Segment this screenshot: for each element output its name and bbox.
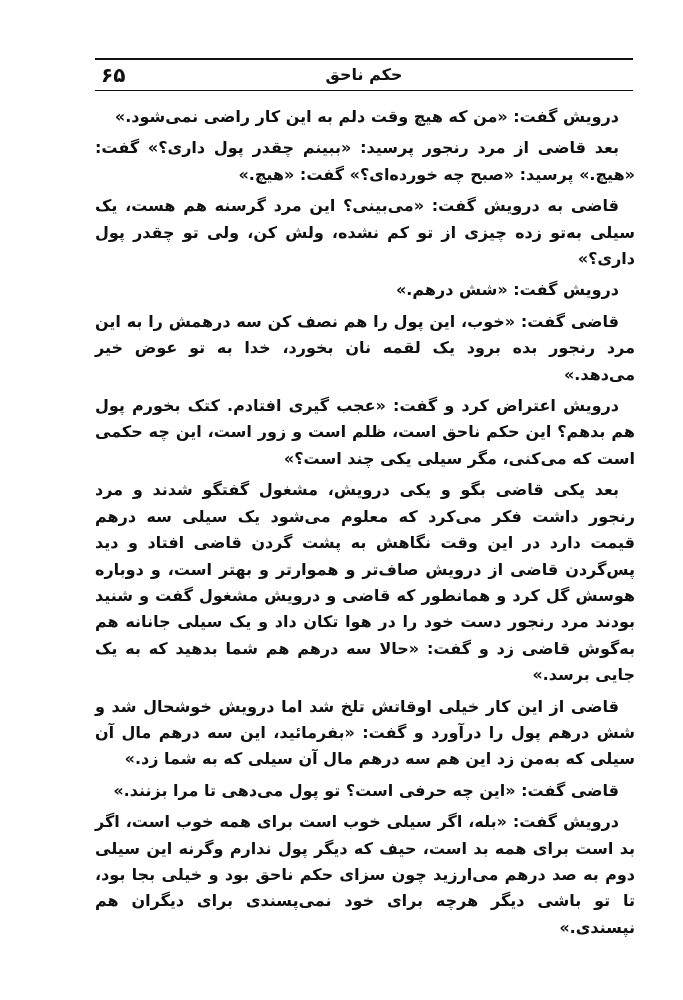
paragraph: قاضی گفت: «خوب، این پول را هم نصف کن سه درهمش را به این مرد رنجور بده برود یک لقمه نان بخورد، خدا به تو عوض خیر می‌دهد.» bbox=[95, 311, 635, 384]
page-number: ۶۵ bbox=[101, 63, 126, 87]
paragraph: درویش گفت: «بله، اگر سیلی خوب است برای همه خوب است، اگر بد است برای همه بد است، حیف که دیگر پول ندارم وگرنه این سیلی دوم به صد درهم می‌ارزید چون سزای حکم ناحق بود و خیلی بجا بود، تا تو باشی دیگر هرچه برای خود نمی‌پسندی برای دیگران هم نپسندی.» bbox=[95, 812, 635, 937]
paragraph: درویش اعتراض کرد و گفت: «عجب گیری افتادم. کتک بخورم پول هم بدهم؟ این حکم ناحق است، ظلم است و زور است، این چه حکمی است که می‌کنی، مگر سیلی یکی چند است؟» bbox=[95, 396, 635, 468]
header-bottom-rule bbox=[95, 90, 633, 91]
paragraph: بعد قاضی از مرد رنجور پرسید: «ببینم چقدر پول داری؟» گفت: «هیچ.» پرسید: «صبح چه خورده‌ای؟» گفت: «هیچ.» bbox=[95, 138, 635, 184]
running-title: حکم ناحق bbox=[325, 65, 403, 84]
paragraph: بعد یکی قاضی بگو و یکی درویش، مشغول گفتگو شدند و مرد رنجور داشت فکر می‌کرد که معلوم می‌شود یک سیلی سه درهم قیمت دارد در این وقت نگاهش به پشت گردن قاضی افتاد و دید پس‌گردن قاضی از درویش صاف‌تر و هموارتر و بهتر است، و دوباره هوسش گل کرد و همانطور که قاضی و درویش مشغول گفت و شنید بودند مرد رنجور دست خود را در هوا تکان داد و یک سیلی جانانه هم به‌گوش قاضی زد و گفت: «حالا سه درهم هم شما بدهید که به یک جایی برسد.» bbox=[95, 480, 635, 685]
header-top-rule bbox=[95, 58, 633, 60]
page-header bbox=[95, 58, 633, 92]
paragraph: درویش گفت: «من که هیچ وقت دلم به این کار راضی نمی‌شود.» bbox=[114, 107, 619, 126]
paragraph: قاضی به درویش گفت: «می‌بینی؟ این مرد گرسنه هم هست، یک سیلی به‌تو زده چیزی از تو کم نشده، ولش کن، ولی تو چقدر پول داری؟» bbox=[95, 196, 635, 269]
story-text bbox=[95, 104, 635, 946]
paragraph: درویش گفت: «شش درهم.» bbox=[395, 280, 619, 300]
paragraph: قاضی از این کار خیلی اوقاتش تلخ شد اما درویش خوشحال شد و شش درهم پول را درآورد و گفت: «بفرمائید، این سه درهم مال آن سیلی که به‌من زد این هم سه درهم مال آن سیلی که به شما زد.» bbox=[95, 696, 635, 769]
paragraph: قاضی گفت: «این چه حرفی است؟ تو پول می‌دهی تا مرا بزنند.» bbox=[113, 780, 619, 800]
